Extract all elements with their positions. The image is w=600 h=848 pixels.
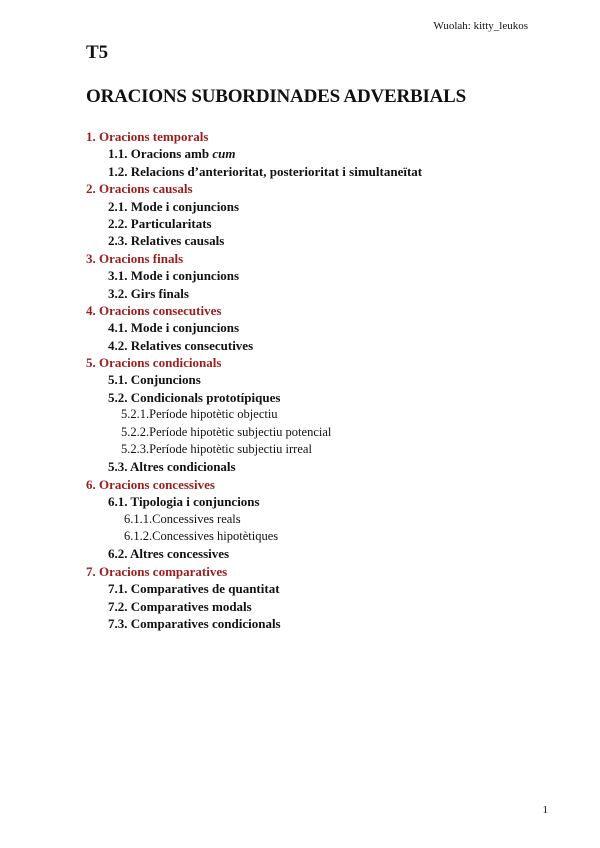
toc-entry-text: 4. Oracions consecutives <box>86 302 222 318</box>
toc-entry-text: 7.2. Comparatives modals <box>108 598 252 614</box>
toc-section-heading <box>0 128 600 145</box>
toc-entry-text: 5. Oracions condicionals <box>86 355 222 371</box>
toc-entry-text: 3. Oracions finals <box>86 250 184 266</box>
toc-entry-text: 2.2. Particularitats <box>108 215 212 231</box>
toc-entry-text: 4.2. Relatives consecutives <box>108 337 254 353</box>
page-number: 1 <box>542 804 548 816</box>
toc-entry-text: 6.1.1.Concessives reals <box>124 511 241 526</box>
toc-subsection <box>0 389 600 406</box>
toc-section-heading <box>0 563 600 580</box>
toc-entry-emphasis: cum <box>212 146 236 162</box>
toc-subsection <box>0 598 600 615</box>
toc-subsubsection <box>0 528 600 545</box>
unit-label: T5 <box>86 42 109 63</box>
toc-subsection <box>0 493 600 510</box>
toc-subsection <box>0 267 600 284</box>
toc-subsection <box>0 215 600 232</box>
toc-entry-text: 5.2.1.Període hipotètic objectiu <box>121 407 278 422</box>
toc-entry-text: 6. Oracions concessives <box>86 476 215 492</box>
page-title: ORACIONS SUBORDINADES ADVERBIALS <box>86 86 467 107</box>
toc-entry-text: 6.1.2.Concessives hipotètiques <box>124 528 279 543</box>
toc-entry-text: 2. Oracions causals <box>86 181 193 197</box>
toc-entry-text: 1. Oracions temporals <box>86 129 209 144</box>
toc-entry-text: 2.3. Relatives causals <box>108 233 225 249</box>
toc-subsubsection <box>0 424 600 441</box>
toc-subsection <box>0 615 600 632</box>
toc-entry-text: 5.1. Conjuncions <box>108 372 201 388</box>
toc-entry-text: 5.3. Altres condicionals <box>108 459 236 475</box>
toc-subsubsection <box>0 406 600 423</box>
toc-entry-text: 7.1. Comparatives de quantitat <box>108 581 280 597</box>
toc-subsection <box>0 232 600 249</box>
toc-section-heading <box>0 476 600 493</box>
toc-subsection <box>0 545 600 562</box>
toc-section-heading <box>0 354 600 371</box>
toc-subsubsection <box>0 511 600 528</box>
toc-entry-text: 2.1. Mode i conjuncions <box>108 198 240 214</box>
toc-subsection <box>0 319 600 336</box>
toc-subsection <box>0 458 600 475</box>
toc-subsection <box>0 580 600 597</box>
toc-entry-text: 7. Oracions comparatives <box>86 563 228 579</box>
toc-subsubsection <box>0 441 600 458</box>
toc-subsection <box>0 371 600 388</box>
toc-entry-text: 1.2. Relacions d’anterioritat, posterioritat i simultaneïtat <box>108 163 423 179</box>
table-of-contents <box>0 128 600 632</box>
toc-subsection <box>0 145 600 162</box>
page-header-author: Wuolah: kitty_leukos <box>433 20 528 32</box>
toc-subsection <box>0 337 600 354</box>
toc-entry-text: 1.1. Oracions amb <box>108 146 213 162</box>
toc-subsection <box>0 285 600 302</box>
toc-entry-text: 7.3. Comparatives condicionals <box>108 615 281 631</box>
toc-entry-text: 5.2.3.Període hipotètic subjectiu irreal <box>121 442 312 457</box>
toc-entry-text: 6.2. Altres concessives <box>108 546 230 562</box>
toc-section-heading <box>0 302 600 319</box>
toc-section-heading <box>0 180 600 197</box>
toc-entry-text: 5.2.2.Període hipotètic subjectiu potencial <box>121 424 332 439</box>
toc-entry-text: 6.1. Tipologia i conjuncions <box>108 494 260 510</box>
toc-entry-text: 3.1. Mode i conjuncions <box>108 268 240 284</box>
toc-entry-text: 4.1. Mode i conjuncions <box>108 320 240 336</box>
toc-section-heading <box>0 250 600 267</box>
toc-entry-text: 3.2. Girs finals <box>108 285 189 301</box>
toc-entry-text: 5.2. Condicionals prototípiques <box>108 389 281 405</box>
toc-subsection <box>0 163 600 180</box>
toc-subsection <box>0 198 600 215</box>
